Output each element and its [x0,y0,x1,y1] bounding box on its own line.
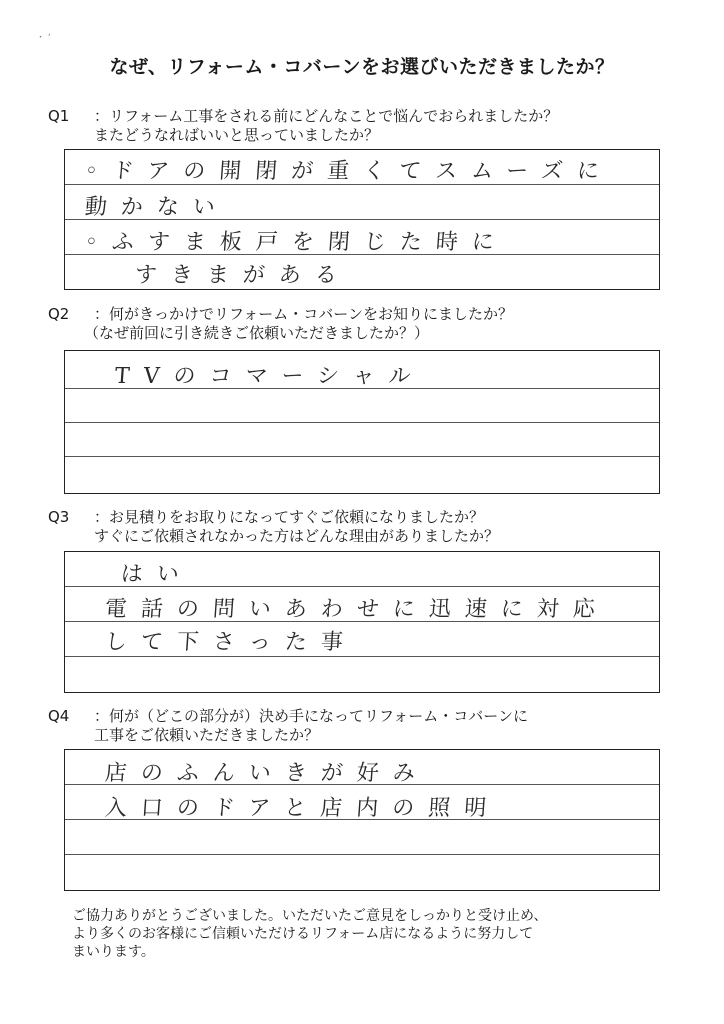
answer-box-1 [64,149,660,290]
question-text: ：何がきっかけでリフォーム・コバーンをお知りにましたか？ [94,305,513,323]
question-text: ：お見積りをお取りになってすぐご依頼になりましたか？ [94,508,485,526]
question-4 [48,707,528,745]
question-1 [48,107,558,145]
handwritten-answer: ◦ドアの開閉が重くてスムーズに [83,159,614,184]
closing-message [72,907,672,961]
handwritten-answer: 動かない [83,195,230,220]
question-text-2: 工事をご依頼いただきましたか？ [94,726,320,744]
answer-box-3 [64,551,660,693]
answer-box-4 [64,749,660,891]
question-label: Q1 [48,107,70,125]
answer-rule [65,456,659,457]
closing-line-1: ご協力ありがとうございました。いただいたご意見をしっかりと受け止め、 [72,908,548,924]
handwritten-answer: ◦ふすま板戸を閉じた時に [83,230,509,255]
question-label: Q3 [48,508,70,526]
answer-rule [65,854,659,855]
handwritten-answer: はい [119,562,194,587]
handwritten-answer: すきまがある [133,263,352,288]
question-2 [48,305,513,343]
closing-line-2: より多くのお客様にご信頼いただけるリフォーム店になるように努力して [72,926,534,942]
handwritten-answer: して下さった事 [103,630,358,655]
answer-rule [65,422,659,423]
question-text: ：何が（どこの部分が）決め手になってリフォーム・コバーンに [94,707,528,725]
answer-rule [65,656,659,657]
handwritten-answer: 店のふんいきが好み [103,761,430,786]
handwritten-answer: 電話の問いあわせに迅速に対応 [103,597,610,622]
corner-mark: ・ ‘ [36,33,51,43]
question-label: Q4 [48,707,70,725]
question-label: Q2 [48,305,70,323]
question-text: ：リフォーム工事をされる前にどんなことで悩んでおられましたか？ [94,107,559,125]
answer-box-2 [64,350,660,494]
question-text-2: （なぜ前回に引き続きご依頼いただきましたか？） [84,324,430,342]
question-text-2: またどうなればいいと思っていましたか？ [94,126,380,144]
question-3 [48,508,499,546]
handwritten-answer: TVのコマーシャル [113,364,426,389]
page-title: なぜ、リフォーム・コバーンをお選びいただきましたか？ [109,56,615,78]
handwritten-answer: 入口のドアと店内の照明 [103,796,502,821]
closing-line-3: まいります。 [72,944,155,960]
question-text-2: すぐにご依頼されなかった方はどんな理由がありましたか？ [94,527,500,545]
